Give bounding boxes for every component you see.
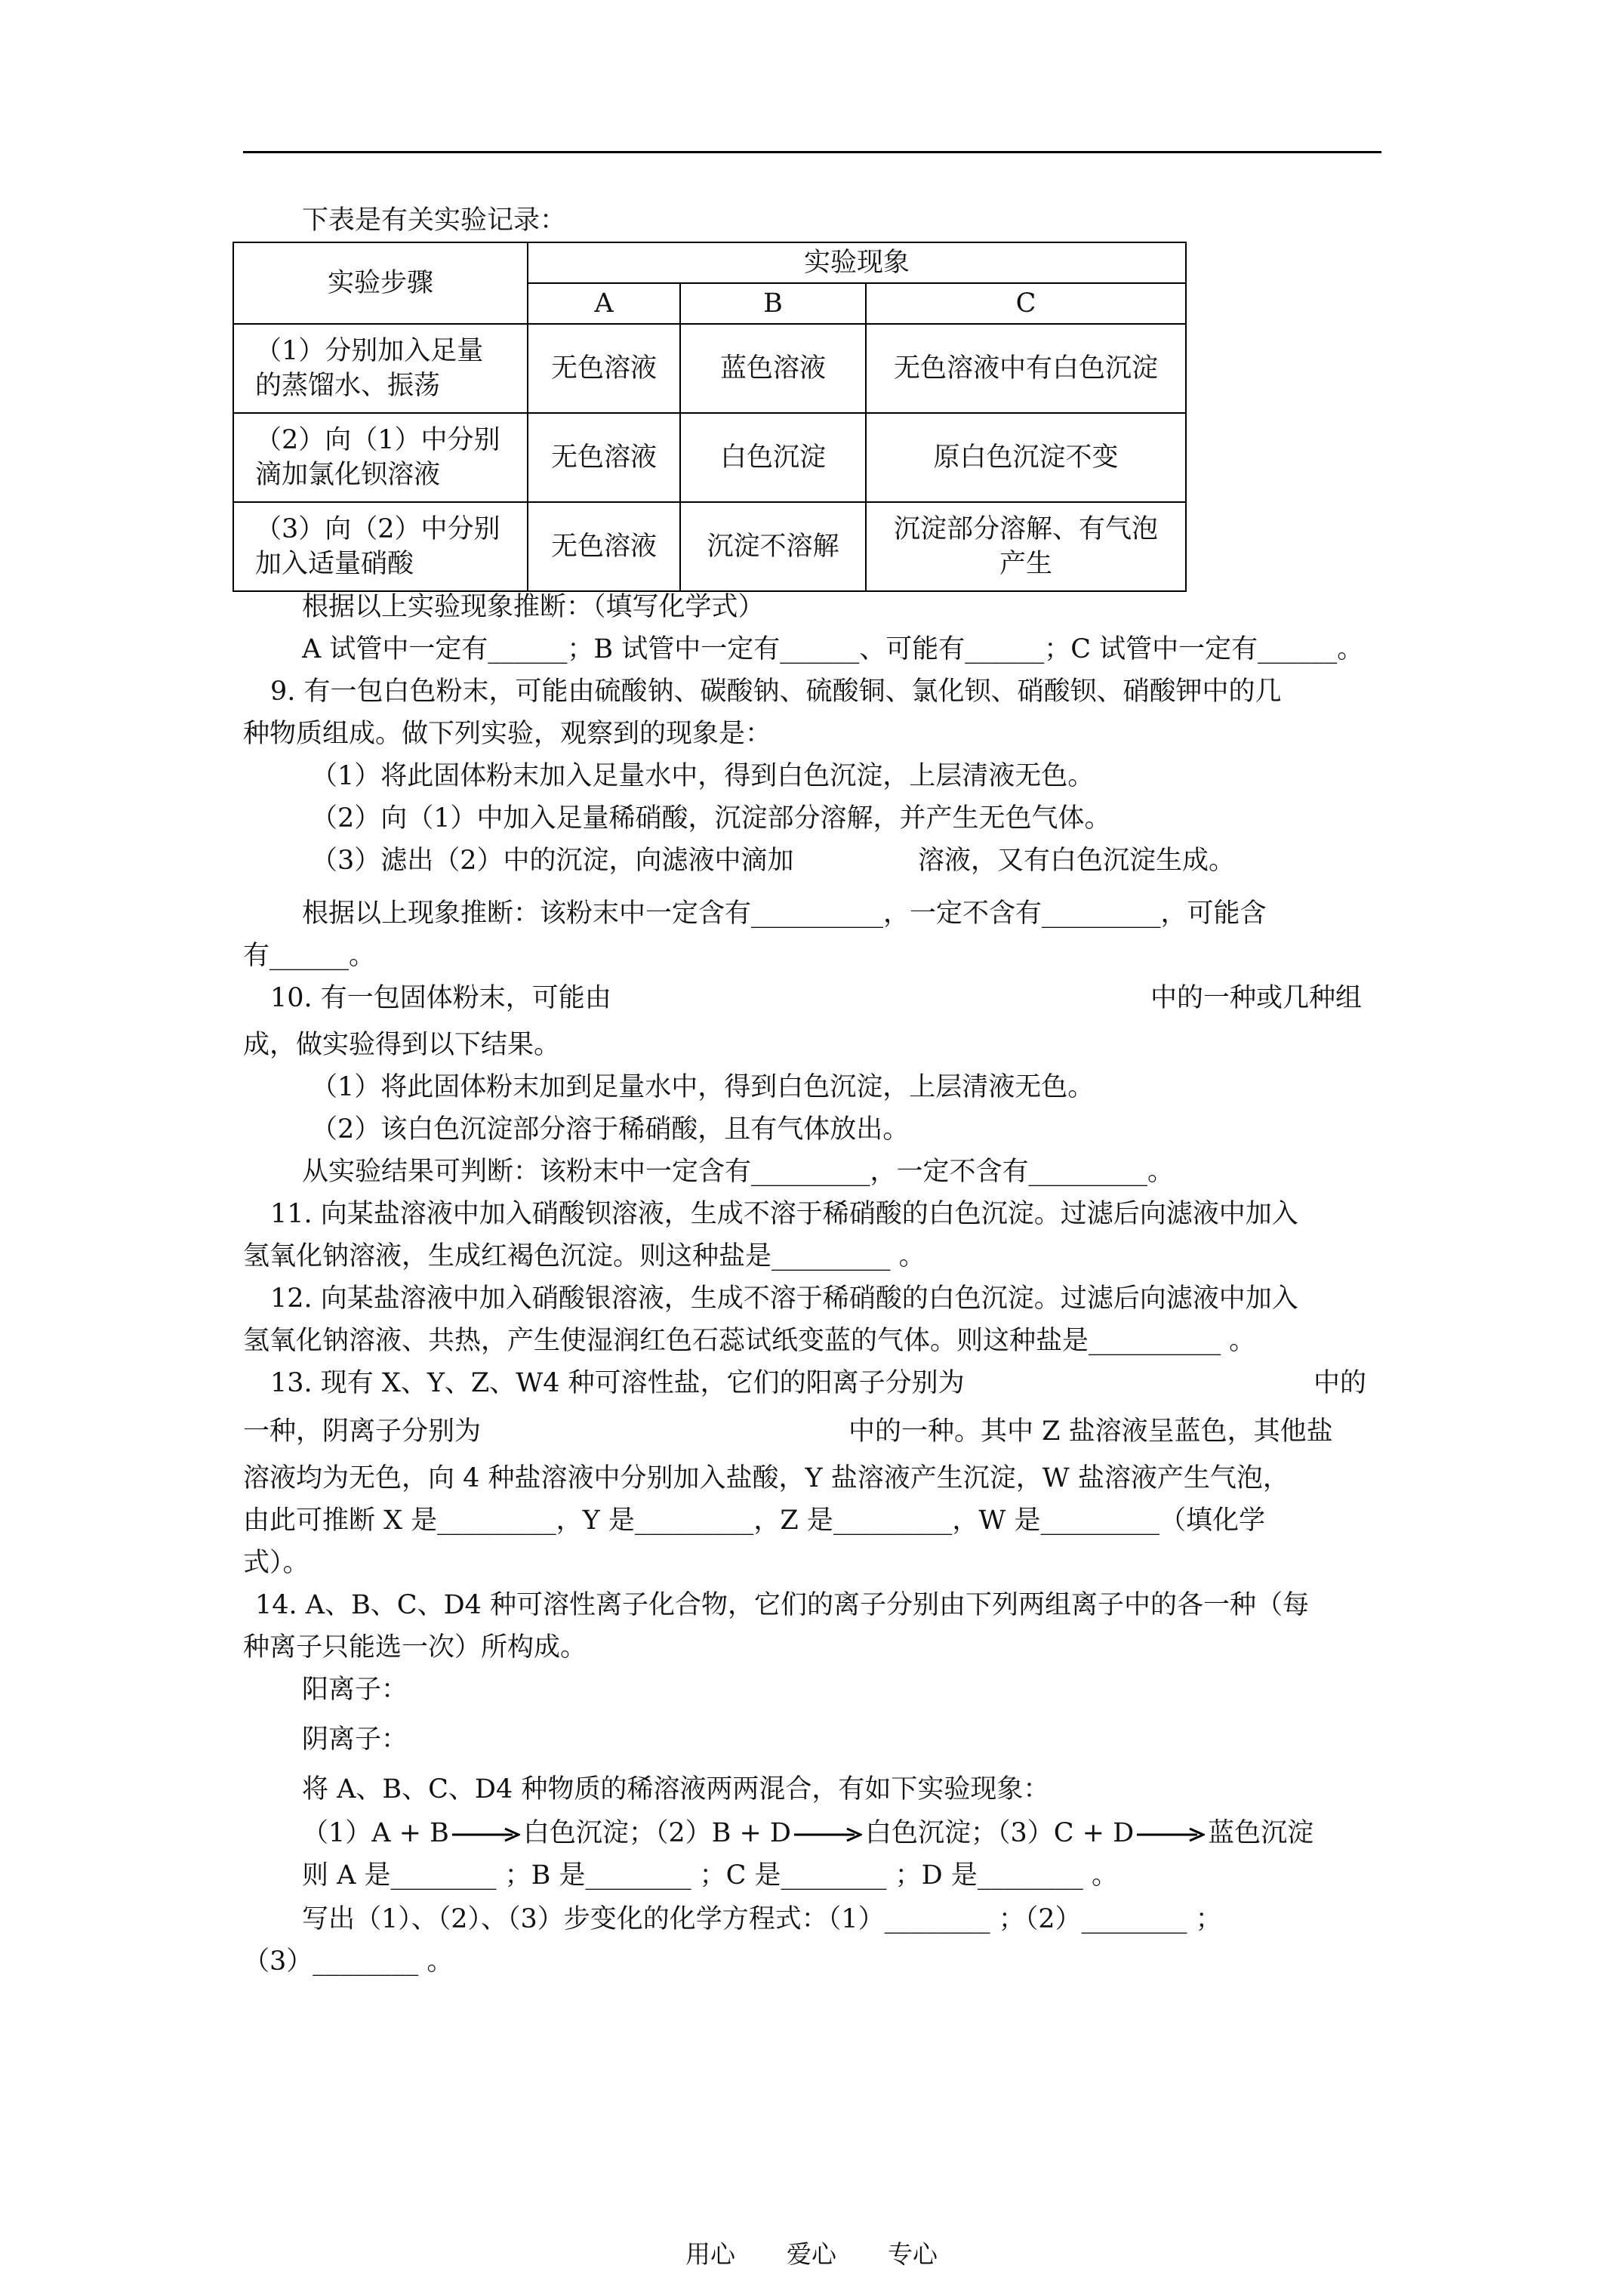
step-cell: （2）向（1）中分别 滴加氯化钡溶液 — [233, 413, 528, 502]
cell-c: 沉淀部分溶解、有气泡 产生 — [866, 502, 1186, 591]
cell-a: 无色溶液 — [528, 413, 680, 502]
cell-a: 无色溶液 — [528, 324, 680, 413]
cell-c: 无色溶液中有白色沉淀 — [866, 324, 1186, 413]
text-line: 有______。 — [243, 941, 376, 971]
question-12: 12. 向某盐溶液中加入硝酸银溶液，生成不溶于稀硝酸的白色沉淀。过滤后向滤液中加入 — [270, 1284, 1298, 1314]
text-line: （2）向（1）中加入足量稀硝酸，沉淀部分溶解，并产生无色气体。 — [311, 803, 1111, 834]
cell-b: 白色沉淀 — [680, 413, 866, 502]
step-cell: （3）向（2）中分别 加入适量硝酸 — [233, 502, 528, 591]
text-line: （1）将此固体粉末加到足量水中，得到白色沉淀，上层清液无色。 — [311, 1072, 1095, 1102]
text-line: 溶液，又有白色沉淀生成。 — [918, 846, 1236, 876]
text-line: 种物质组成。做下列实验，观察到的现象是： — [243, 719, 772, 749]
text-line: 根据以上现象推断：该粉末中一定含有__________，一定不含有_________，可能含 — [302, 898, 1267, 929]
text-line: 氢氧化钠溶液，生成红褐色沉淀。则这种盐是_________ 。 — [243, 1241, 925, 1271]
text-line: （3）滤出（2）中的沉淀，向滤液中滴加 — [311, 846, 794, 876]
text-line: （2）该白色沉淀部分溶于稀硝酸，且有气体放出。 — [311, 1114, 910, 1145]
text-line: 由此可推断 X 是_________，Y 是_________，Z 是_________，W 是_________（填化学 — [243, 1505, 1265, 1536]
text-line: 中的一种或几种组 — [1150, 983, 1363, 1013]
text-line: 成，做实验得到以下结果。 — [243, 1030, 561, 1060]
text-line: 写出（1）、（2）、（3）步变化的化学方程式：（1）________ ；（2）________ ； — [302, 1904, 1222, 1934]
header-col-b: B — [680, 283, 866, 324]
question-13: 13. 现有 X、Y、Z、W4 种可溶性盐，它们的阳离子分别为 — [270, 1368, 965, 1398]
anion-label: 阴离子： — [302, 1724, 408, 1755]
header-col-a: A — [528, 283, 680, 324]
header-col-c: C — [866, 283, 1186, 324]
text-line: 将 A、B、C、D4 种物质的稀溶液两两混合，有如下实验现象： — [302, 1774, 1050, 1804]
text-line: 从实验结果可判断：该粉末中一定含有_________，一定不含有_________。 — [302, 1157, 1175, 1187]
text-line: （1）将此固体粉末加入足量水中，得到白色沉淀，上层清液无色。 — [311, 761, 1095, 791]
text-line: 一种，阴离子分别为 — [243, 1416, 482, 1447]
step-cell: （1）分别加入足量 的蒸馏水、振荡 — [233, 324, 528, 413]
table-row — [233, 502, 1186, 591]
header-rule — [243, 151, 1381, 153]
text-line: 式）。 — [243, 1548, 310, 1578]
question-10: 10. 有一包固体粉末，可能由 — [270, 983, 611, 1013]
page-footer: 用心 爱心 专心 — [685, 2239, 938, 2269]
text-line: 种离子只能选一次）所构成。 — [243, 1632, 587, 1663]
header-step: 实验步骤 — [233, 242, 528, 324]
cell-c: 原白色沉淀不变 — [866, 413, 1186, 502]
arrow-right-icon — [1137, 1827, 1205, 1842]
question-9: 9. 有一包白色粉末，可能由硫酸钠、碳酸钠、硫酸铜、氯化钡、硝酸钡、硝酸钾中的几 — [270, 676, 1282, 707]
text-line: 根据以上实验现象推断：（填写化学式） — [302, 592, 765, 622]
table-row — [233, 324, 1186, 413]
table-row — [233, 413, 1186, 502]
reaction-line: （1）A + B 白色沉淀；（2）B + D 白色沉淀；（3）C + D 蓝色沉淀 — [302, 1818, 1314, 1848]
arrow-right-icon — [452, 1827, 520, 1842]
experiment-table — [233, 242, 1187, 592]
cell-a: 无色溶液 — [528, 502, 680, 591]
table-intro: 下表是有关实验记录： — [302, 205, 567, 236]
question-14: 14. A、B、C、D4 种可溶性离子化合物，它们的离子分别由下列两组离子中的各一种（每 — [255, 1590, 1310, 1620]
cell-b: 蓝色溶液 — [680, 324, 866, 413]
arrow-right-icon — [794, 1827, 862, 1842]
text-line: 则 A 是________ ；B 是________ ；C 是________ ；D 是________ 。 — [302, 1860, 1118, 1891]
text-line: 氢氧化钠溶液、共热，产生使湿润红色石蕊试纸变蓝的气体。则这种盐是__________ 。 — [243, 1326, 1256, 1356]
text-line: A 试管中一定有______；B 试管中一定有______、可能有______；C 试管中一定有______。 — [302, 634, 1364, 664]
header-phenomenon: 实验现象 — [528, 242, 1186, 283]
cell-b: 沉淀不溶解 — [680, 502, 866, 591]
cation-label: 阳离子： — [302, 1675, 408, 1705]
text-line: 中的一种。其中 Z 盐溶液呈蓝色，其他盐 — [848, 1416, 1333, 1447]
text-line: （3）________ 。 — [243, 1946, 454, 1977]
text-line: 中的 — [1313, 1368, 1367, 1398]
text-line: 溶液均为无色，向 4 种盐溶液中分别加入盐酸，Y 盐溶液产生沉淀，W 盐溶液产生气泡， — [243, 1463, 1289, 1493]
question-11: 11. 向某盐溶液中加入硝酸钡溶液，生成不溶于稀硝酸的白色沉淀。过滤后向滤液中加入 — [270, 1199, 1298, 1229]
